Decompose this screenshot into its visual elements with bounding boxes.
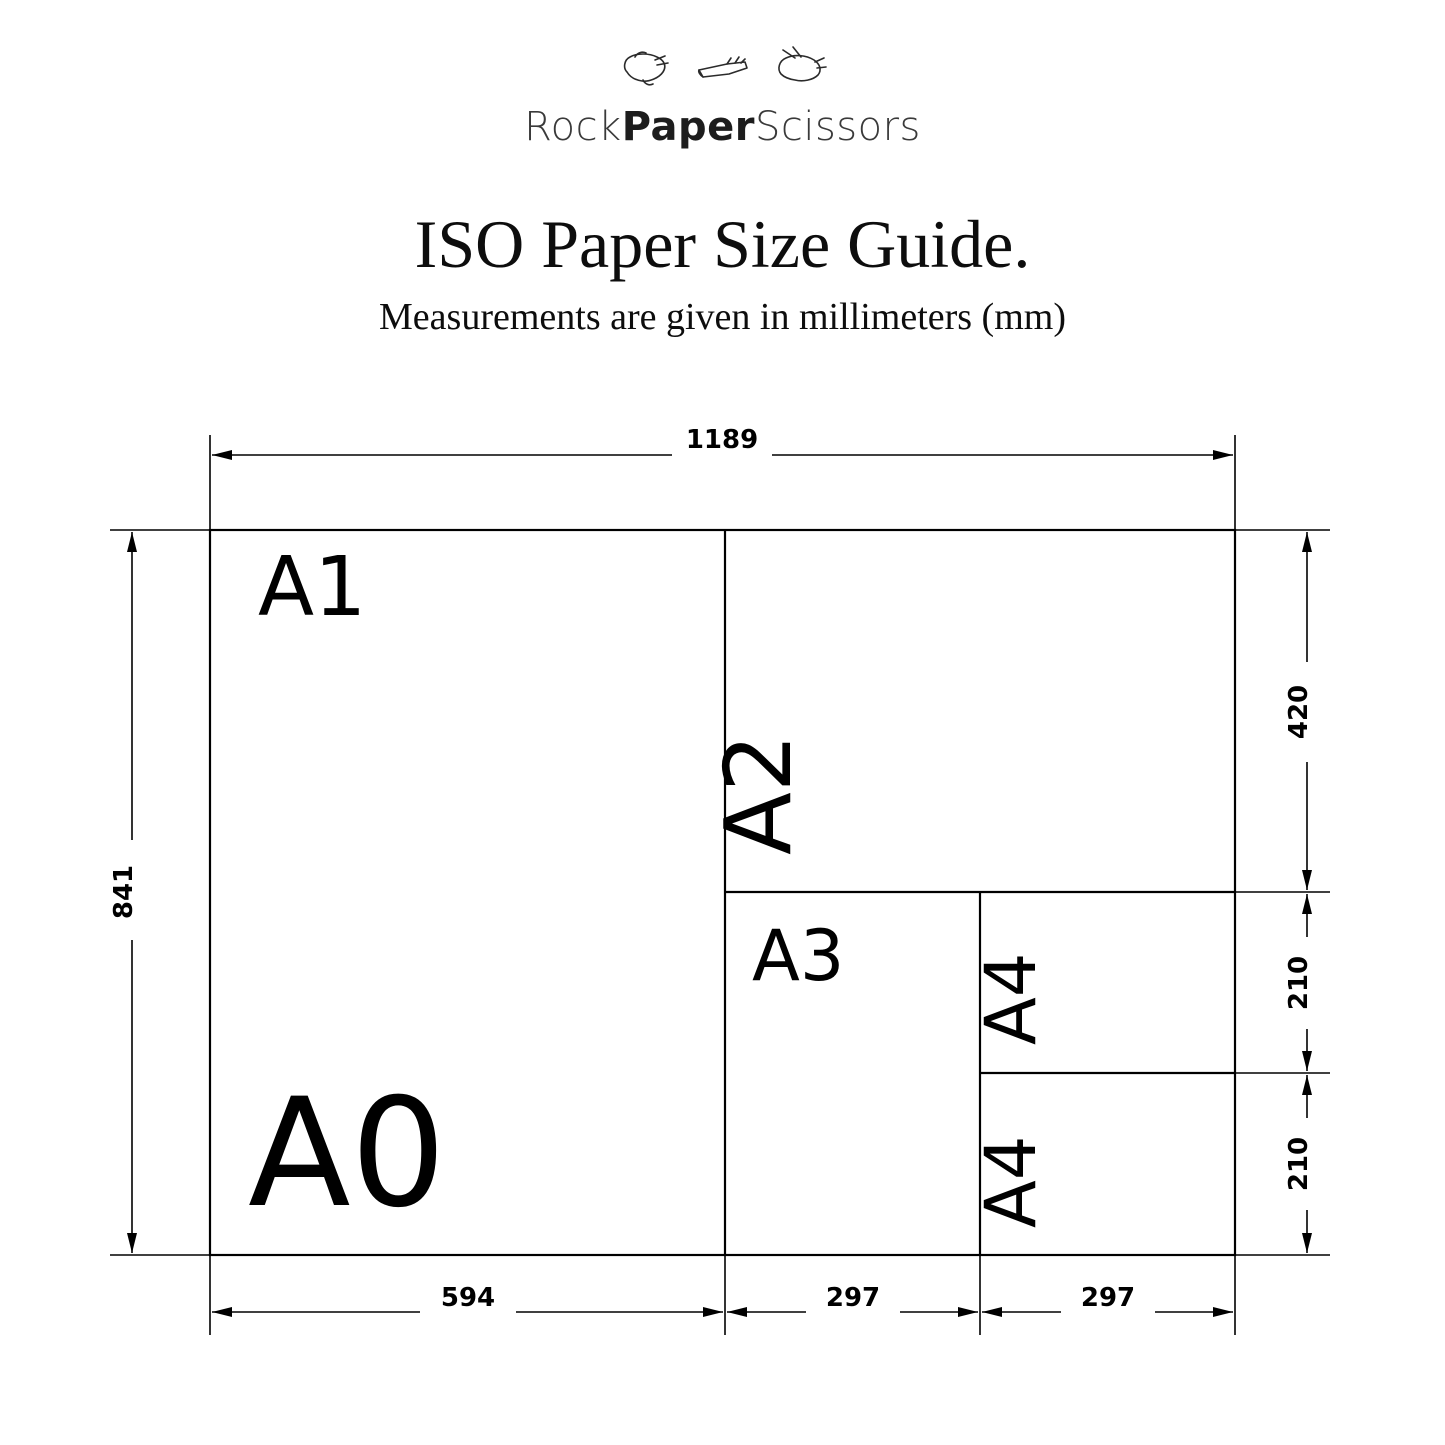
dim-bottom-a2: 297 [825,1283,881,1313]
dim-right-a3: 210 [1284,955,1314,1011]
paper-size-diagram [0,400,1445,1360]
paper-hand-icon [693,44,753,92]
dim-right-a2: 420 [1284,684,1314,740]
brand-wordmark [0,104,1445,150]
dim-right-arrow-210a-bottom [1302,1051,1312,1071]
dim-left-arrow-top [127,532,137,552]
sheet-label-a3: A3 [752,915,845,997]
brand-name-rock: Rock [524,104,622,150]
dim-right-a4: 210 [1284,1136,1314,1192]
dim-right-arrow-210a-top [1302,894,1312,914]
dim-bottom-arrow-594-l [212,1307,232,1317]
dim-bottom-arrow-297a-l [727,1307,747,1317]
page-title: ISO Paper Size Guide. [414,206,1031,282]
dim-bottom-arrow-297b-r [1213,1307,1233,1317]
rock-hand-icon [615,44,675,92]
dim-right-arrow-210b-top [1302,1075,1312,1095]
sheet-label-a4-bottom: A4 [970,1135,1052,1228]
dim-left-arrow-bottom [127,1233,137,1253]
dim-left-total: 841 [109,864,139,920]
brand-block [0,40,1445,150]
dim-bottom-a1: 594 [440,1283,496,1313]
dim-right-arrow-210b-bottom [1302,1233,1312,1253]
brand-name-paper: Paper [621,104,755,150]
dim-right-arrow-420-top [1302,532,1312,552]
dim-bottom-a3: 297 [1080,1283,1136,1313]
scissors-hand-icon [771,44,831,92]
dim-bottom-arrow-297b-l [982,1307,1002,1317]
dim-right-arrow-420-bottom [1302,870,1312,890]
sheet-label-a1: A1 [258,540,367,635]
dim-bottom-arrow-297a-r [958,1307,978,1317]
dim-top-total: 1189 [685,425,759,455]
brand-icons [0,40,1445,96]
dim-top-arrow-right [1213,450,1233,460]
brand-name-scissors: Scissors [754,104,921,150]
sheet-label-a0: A0 [248,1067,447,1241]
dim-bottom-arrow-594-r [703,1307,723,1317]
page-subtitle: Measurements are given in millimeters (mm) [379,296,1066,338]
sheet-label-a2: A2 [705,733,812,855]
sheet-label-a4-top: A4 [970,952,1052,1045]
dim-top-arrow-left [212,450,232,460]
